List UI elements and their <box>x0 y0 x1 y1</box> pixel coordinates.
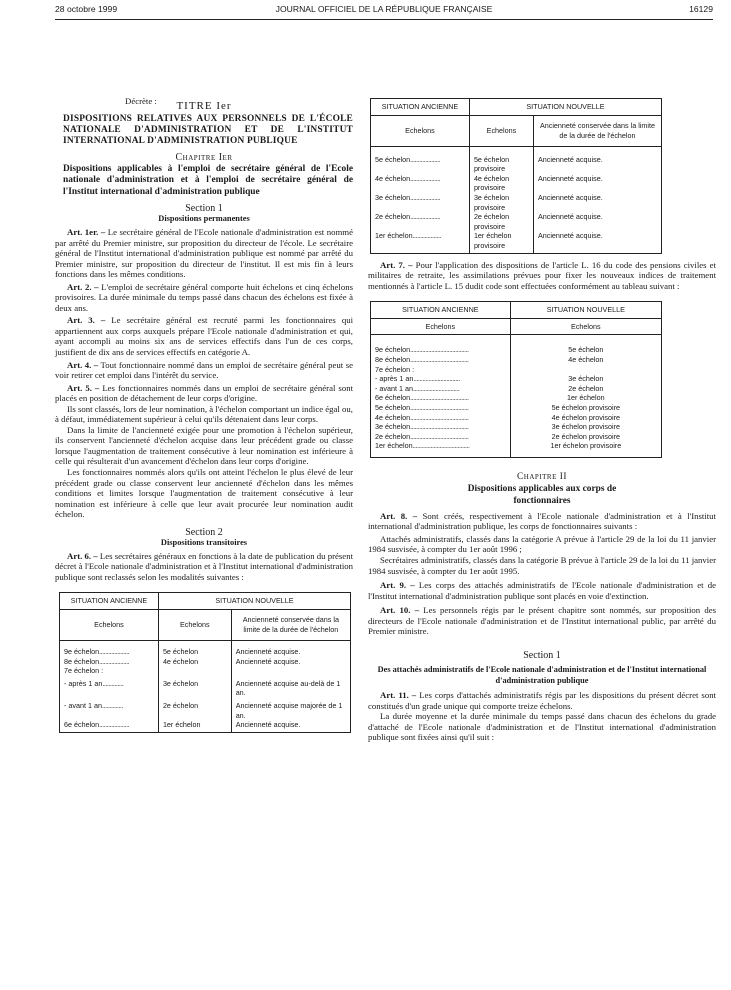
header-date: 28 octobre 1999 <box>55 4 118 14</box>
table1-header-echelons: Echelons <box>60 610 159 641</box>
table-row: 4e échelon.................... 4e échelon provisoire Ancienneté acquise. <box>371 174 662 193</box>
page-header <box>55 4 713 20</box>
table1-header-new: SITUATION NOUVELLE <box>158 593 350 610</box>
article-8-para-2: Attachés administratifs, classés dans la catégorie A prévue à l'article 29 de la loi du 11 janvier 1984 susvisée, à compter du 1er août 1996 ; <box>368 533 716 555</box>
left-column <box>55 26 353 107</box>
table-row: 3e échelon.................... 3e échelon provisoire Ancienneté acquise. <box>371 193 662 212</box>
table1-header-anciennete: Ancienneté conservée dans la limite de la durée de l'échelon <box>231 610 350 641</box>
table1-header-echelons-new: Echelons <box>158 610 231 641</box>
table-row: 3e échelon....................................... 3e échelon provisoire <box>371 422 662 432</box>
right-section1-label: Section 1 <box>523 649 561 661</box>
article-1: Art. 1er. – Le secrétaire général de l'Ecole nationale d'administration est nommé par arrêté du Premier ministre, sur proposition du directeur de l'école. Le secrétaire général de l'Institut international d'administration publique est nommé par arrêté du Premier ministre, sur proposition du directeur de l'institut. Il est mis fin à leurs fonctions dans les mêmes conditions. <box>55 226 353 280</box>
table-row: 2e échelon....................................... 2e échelon provisoire <box>371 432 662 442</box>
table-row: 2e échelon.................... 2e échelon provisoire Ancienneté acquise. <box>371 212 662 231</box>
chapitre2-label: Chapitre II <box>517 471 567 482</box>
article-2: Art. 2. – L'emploi de secrétaire général comporte huit échelons et cinq échelons provisoires. La durée minimale du temps passé dans chacun des échelons est fixée à deux ans. <box>55 281 354 313</box>
article-7: Art. 7. – Pour l'application des dispositions de l'article L. 16 du code des pensions civiles et militaires de retraite, les assimilations prévues pour fixer les nouveaux indices de traitement mentionnés à l'article L. 15 dudit code sont effectuées conformément au tableau suivant : <box>368 259 716 291</box>
table-row: 1er échelon...................................... 1er échelon provisoire <box>371 441 662 457</box>
table-row: 9e échelon.................... 5e échelon Ancienneté acquise. <box>60 641 351 657</box>
table-row: 8e échelon....................................... 4e échelon <box>371 355 662 365</box>
table-row: 9e échelon....................................... 5e échelon <box>371 335 662 355</box>
table-row: 7e échelon : <box>371 365 662 375</box>
section2-label: Section 2 <box>185 526 223 538</box>
table-row: 8e échelon.................... 4e échelon Ancienneté acquise. <box>60 657 351 667</box>
table2-header-echelons: Echelons <box>371 115 470 146</box>
article-8: Art. 8. – Sont créés, respectivement à l'Ecole nationale d'administration et à l'Institut international d'administration publique, les corps de fonctionnaires suivants : <box>368 510 716 532</box>
table-row: - avant 1 an.............. 2e échelon Ancienneté acquise majorée de 1 an. <box>60 698 351 720</box>
table3-header-new: SITUATION NOUVELLE <box>510 302 661 319</box>
reclassement-table <box>59 592 351 732</box>
article-11-para-2: La durée moyenne et la durée minimale du temps passé dans chacun des échelons du grade d'attaché de l'Ecole nationale d'administration et de l'Institut international d'administration publique sont fixées ainsi qu'il suit : <box>368 711 716 743</box>
table-row: 4e échelon....................................... 4e échelon provisoire <box>371 413 662 423</box>
right-column <box>368 98 716 743</box>
header-page-number: 16129 <box>689 4 713 14</box>
decrete: Décrète : <box>125 96 157 106</box>
table-row: 6e échelon.................... 1er échelon Ancienneté acquise. <box>60 720 351 732</box>
article-11: Art. 11. – Les corps d'attachés administratifs régis par les dispositions du présent décret sont constitués d'un grade unique qui comporte treize échelons. <box>368 690 716 711</box>
article-5-para-3: Dans la limite de l'ancienneté exigée pour une promotion à l'échelon supérieur, ils conservent l'ancienneté d'échelon acquise dans leur précédent grade ou classe lorsque l'augmentation de traitement consécutive à leur nomination est inférieure à celle qui résulterait d'un avancement d'échelon dans leur corps d'origine. <box>55 424 353 467</box>
article-5-para-4: Les fonctionnaires nommés alors qu'ils ont atteint l'échelon le plus élevé de leur précédent grade ou classe conservent leur ancienneté d'échelon dans les mêmes conditions et limites lorsque l'augmentation de traitement consécutive à leur nomination est inférieure à celle que leur avait procurée leur nomination audit échelon. <box>55 467 353 520</box>
left-column-body <box>55 101 353 733</box>
assimilation-table <box>370 301 662 458</box>
section2-heading: Dispositions transitoires <box>160 538 248 548</box>
table2-header-old: SITUATION ANCIENNE <box>371 99 470 116</box>
table3-header-echelons-new: Echelons <box>510 318 661 335</box>
table-row: - avant 1 an............................... 2e échelon <box>371 384 662 394</box>
table2-header-new: SITUATION NOUVELLE <box>469 99 661 116</box>
table-row: 1er échelon................... 1er échelon provisoire Ancienneté acquise. <box>371 231 662 253</box>
table-row: 7e échelon : <box>60 666 351 676</box>
table-row: - après 1 an............................... 3e échelon <box>371 374 662 384</box>
chapitre-heading: Dispositions applicables à l'emploi de secrétaire général de l'Ecole nationale d'administration et à l'emploi de secrétaire général de l'Institut international d'administration publique <box>63 163 353 197</box>
titre-heading: DISPOSITIONS RELATIVES AUX PERSONNELS DE L'ÉCOLE NATIONALE D'ADMINISTRATION ET DE L'INSTITUT INTERNATIONAL D'ADMINISTRATION PUBLIQUE <box>63 113 353 147</box>
table-row: - après 1 an.............. 3e échelon Ancienneté acquise au-delà de 1 an. <box>60 676 351 698</box>
article-4: Art. 4. – Tout fonctionnaire nommé dans un emploi de secrétaire général peut se voir retirer cet emploi dans l'intérêt du service. <box>55 359 353 381</box>
table3-header-echelons: Echelons <box>371 318 511 335</box>
section1-label: Section 1 <box>185 202 223 214</box>
section1-heading: Dispositions permanentes <box>158 214 250 224</box>
table-row: 6e échelon....................................... 1er échelon <box>371 393 662 403</box>
table-row: 5e échelon.................... 5e échelon provisoire Ancienneté acquise. <box>371 146 662 174</box>
table1-header-old: SITUATION ANCIENNE <box>60 593 159 610</box>
article-5-para-2: Ils sont classés, lors de leur nomination, à l'échelon comportant un indice égal ou, à défaut, immédiatement supérieur à celui qu'ils détenaient dans leur corps. <box>55 403 353 425</box>
header-journal-title: JOURNAL OFFICIEL DE LA RÉPUBLIQUE FRANÇAISE <box>275 4 493 14</box>
titre-label: TITRE Ier <box>176 100 232 112</box>
table-row: 5e échelon....................................... 5e échelon provisoire <box>371 403 662 413</box>
article-10: Art. 10. – Les personnels régis par le présent chapitre sont nommés, sur proposition des directeurs de l'Ecole nationale d'administration et de l'Institut international public, par arrêté du Premier ministre. <box>368 605 717 637</box>
table2-header-echelons-new: Echelons <box>469 115 533 146</box>
chapitre-label: Chapitre Ier <box>175 152 233 164</box>
table3-header-old: SITUATION ANCIENNE <box>371 302 511 319</box>
article-3: Art. 3. – Le secrétaire général est recruté parmi les fonctionnaires qui appartiennent aux corps auxquels prépare l'Ecole nationale d'administration et qui, ayant accompli au moins six ans de services effectifs dans l'un de ces corps, justifient de dix ans de services effectifs en catégorie A. <box>55 315 354 357</box>
table2-header-anciennete: Ancienneté conservée dans la limite de la durée de l'échelon <box>533 115 661 146</box>
header-rule <box>55 19 713 20</box>
article-6: Art. 6. – Les secrétaires généraux en fonctions à la date de publication du présent décret à l'Ecole nationale d'administration et à l'Institut international d'administration publique sont reclassés selon les modalités suivantes : <box>55 550 354 582</box>
provisoire-table <box>370 98 662 254</box>
article-5: Art. 5. – Les fonctionnaires nommés dans un emploi de secrétaire général sont placés en position de détachement de leur corps d'origine. <box>55 382 354 404</box>
article-9: Art. 9. – Les corps des attachés administratifs de l'Ecole nationale d'administration et de l'Institut international d'administration publique sont placés en voie d'extinction. <box>368 580 717 601</box>
right-section1-heading: Des attachés administratifs de l'Ecole nationale d'administration et de l'Institut international d'administration publique <box>377 665 707 685</box>
article-8-para-3: Secrétaires administratifs, classés dans la catégorie B prévue à l'article 29 de la loi du 11 janvier 1984 susvisée, à compter du 1er août 1995. <box>368 555 716 576</box>
chapitre2-heading: Dispositions applicables aux corps de fonctionnaires <box>467 484 617 506</box>
